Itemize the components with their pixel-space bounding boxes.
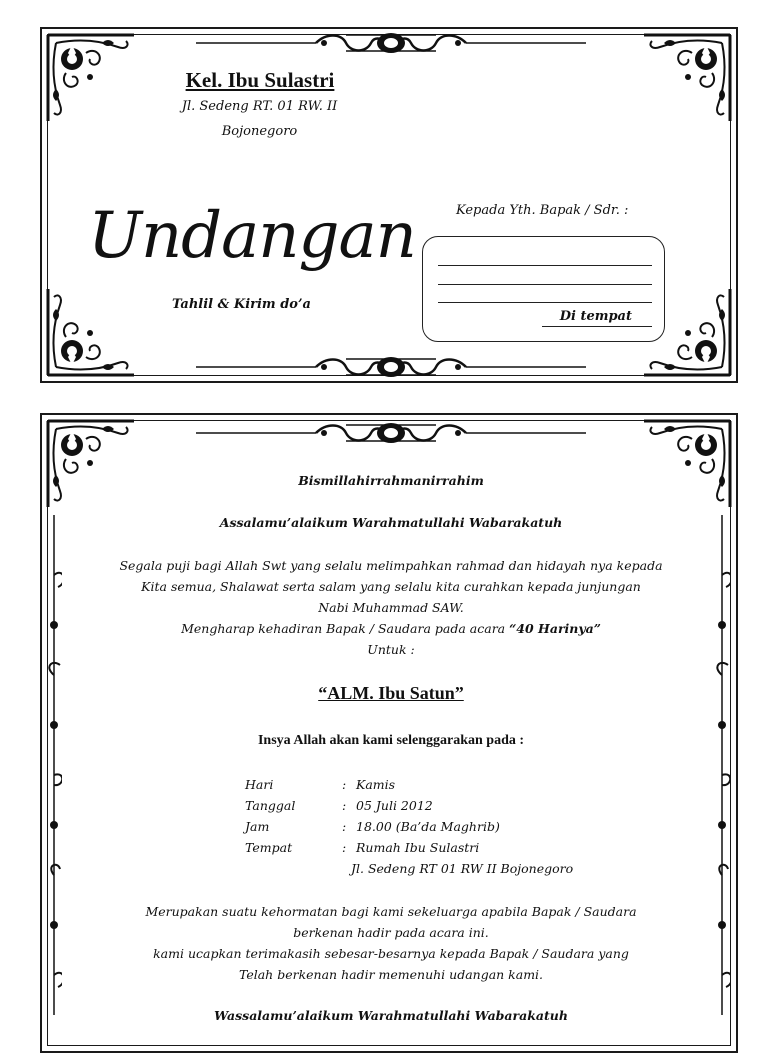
detail-value: Rumah Ibu Sulastri [356,840,480,855]
sender-address-line2: Bojonegoro [221,124,298,139]
request-prefix: Mengharap kehadiran Bapak / Saudara pada acara [181,621,510,636]
place-label: Di tempat [542,309,652,327]
envelope-card [40,27,738,383]
floral-corner-ornament-icon [46,33,138,125]
sender-address-line1: Jl. Sedeng RT. 01 RW. II [181,99,338,114]
detail-label: Jam [245,819,270,834]
closing-line: Merupakan suatu kehormatan bagi kami sekeluarga apabila Bapak / Saudara [145,904,637,919]
request-line [42,621,740,636]
address-line [438,265,652,266]
floral-corner-ornament-icon [46,419,138,511]
floral-corner-ornament-icon [640,33,732,125]
floral-corner-ornament-icon [46,285,138,377]
detail-colon: : [342,840,347,855]
basmalah: Bismillahirrahmanirrahim [298,473,484,488]
greeting: Assalamu’alaikum Warahmatullahi Wabarakatuh [219,515,563,530]
detail-value: 18.00 (Ba’da Maghrib) [356,819,500,834]
invitation-subtitle: Tahlil & Kirim do’a [172,297,311,312]
detail-label: Tempat [245,840,293,855]
scroll-ornament-icon [196,421,586,445]
scroll-ornament-icon [196,355,586,379]
for-label: Untuk : [367,642,415,657]
detail-value: Kamis [356,777,396,792]
address-line [438,302,652,303]
sender-name: Kel. Ibu Sulastri [185,68,335,92]
floral-corner-ornament-icon [640,419,732,511]
detail-colon: : [342,777,347,792]
detail-colon: : [342,819,347,834]
deceased-name: “ALM. Ibu Satun” [318,683,464,703]
farewell: Wassalamu’alaikum Warahmatullahi Wabarakatuh [214,1008,568,1023]
scroll-ornament-icon [196,31,586,55]
closing-line: berkenan hadir pada acara ini. [293,925,489,940]
detail-colon: : [342,798,347,813]
intro-line: Segala puji bagi Allah Swt yang selalu melimpahkan rahmad dan hidayah nya kepada [119,558,663,573]
closing-line: kami ucapkan terimakasih sebesar-besarnya kepada Bapak / Saudara yang [153,946,629,961]
intro-line: Nabi Muhammad SAW. [318,600,464,615]
address-line [438,284,652,285]
detail-label: Hari [245,777,274,792]
address-continuation: Jl. Sedeng RT 01 RW II Bojonegoro [351,861,574,876]
invitation-title: Undangan [88,199,416,273]
event-name: “40 Harinya” [509,621,601,636]
closing-line: Telah berkenan hadir memenuhi udangan kami. [238,967,544,982]
detail-label: Tanggal [245,798,296,813]
intro-line: Kita semua, Shalawat serta salam yang selalu kita curahkan kepada junjungan [141,579,641,594]
detail-value: 05 Juli 2012 [356,798,433,813]
schedule-intro: Insya Allah akan kami selenggarakan pada : [257,733,525,748]
recipient-label: Kepada Yth. Bapak / Sdr. : [456,203,629,218]
recipient-address-box [422,236,665,342]
letter-card [40,413,738,1053]
